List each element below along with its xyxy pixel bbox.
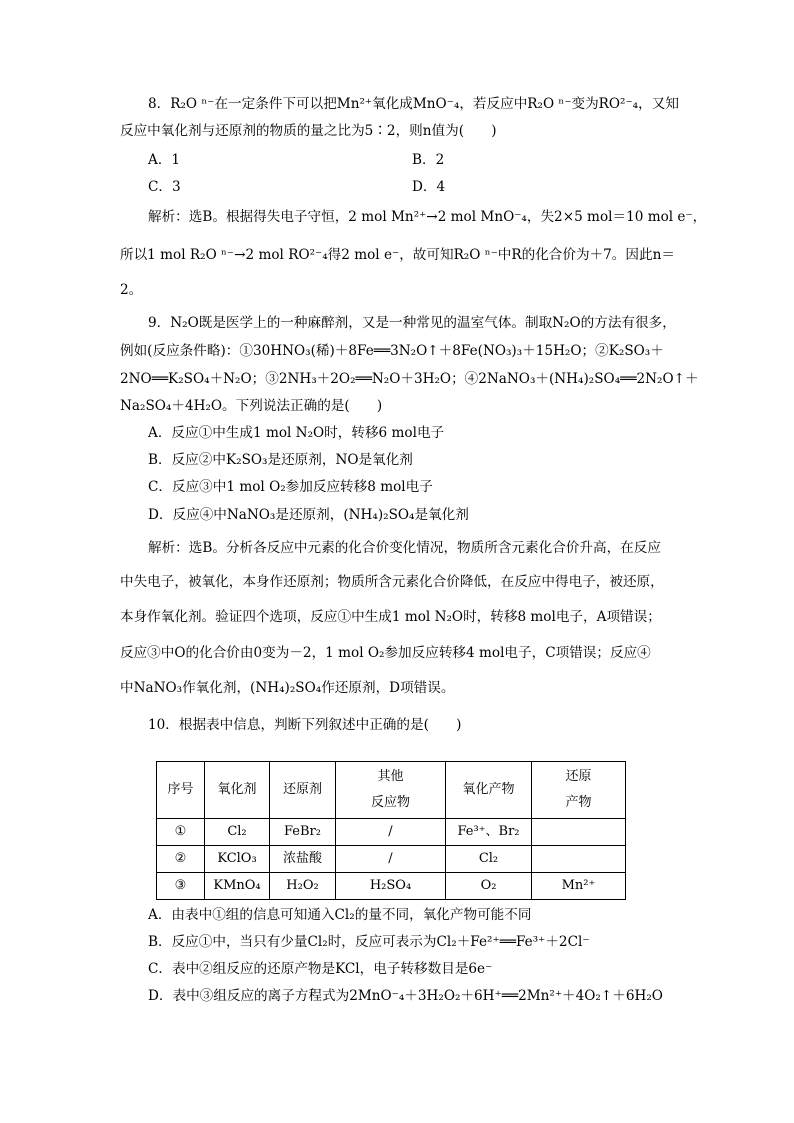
table-cell: KMnO₄ bbox=[205, 873, 270, 900]
table-cell: FeBr₂ bbox=[270, 819, 336, 846]
header-cell: 序号 bbox=[157, 762, 205, 819]
q9-stem-line3: 2NO══K₂SO₄＋N₂O；③2NH₃＋2O₂══N₂O＋3H₂O；④2NaNO₃＋(NH₄)₂SO₄══2N₂O↑＋ bbox=[120, 371, 699, 387]
q9-stem-line1: 9．N₂O既是医学上的一种麻醉剂，又是一种常见的温室气体。制取N₂O的方法有很多， bbox=[148, 315, 676, 331]
table-row bbox=[157, 819, 626, 846]
q9-option-b: B．反应②中K₂SO₃是还原剂，NO是氧化剂 bbox=[148, 452, 413, 468]
q9-analysis-line1: 解析：选B。分析各反应中元素的化合价变化情况，物质所含元素化合价升高，在反应 bbox=[148, 540, 661, 556]
q10-stem: 10．根据表中信息，判断下列叙述中正确的是( ) bbox=[148, 717, 462, 733]
table-header-row bbox=[157, 762, 626, 819]
header-cell: 还原剂 bbox=[270, 762, 336, 819]
header-cell: 氧化剂 bbox=[205, 762, 270, 819]
info-table bbox=[156, 761, 626, 900]
q10-option-c: C．表中②组反应的还原产物是KCl，电子转移数目是6e⁻ bbox=[148, 961, 493, 977]
q9-option-d: D．反应④中NaNO₃是还原剂，(NH₄)₂SO₄是氧化剂 bbox=[148, 507, 469, 523]
table-cell: O₂ bbox=[446, 873, 532, 900]
header-cell: 氧化产物 bbox=[446, 762, 532, 819]
header-line: 还原 bbox=[565, 769, 592, 784]
table-cell bbox=[532, 846, 626, 873]
q8-option-a: A．1 bbox=[148, 152, 181, 168]
table-cell: KClO₃ bbox=[205, 846, 270, 873]
header-line: 产物 bbox=[565, 795, 592, 810]
table-row bbox=[157, 846, 626, 873]
header-cell bbox=[336, 762, 446, 819]
table-cell: Mn²⁺ bbox=[532, 873, 626, 900]
table-cell: Cl₂ bbox=[446, 846, 532, 873]
table-cell: ③ bbox=[157, 873, 205, 900]
q8-option-c: C．3 bbox=[148, 179, 181, 195]
q9-option-a: A．反应①中生成1 mol N₂O时，转移6 mol电子 bbox=[148, 425, 445, 441]
table-cell: / bbox=[336, 846, 446, 873]
table-cell: Cl₂ bbox=[205, 819, 270, 846]
q8-analysis-line1: 解析：选B。根据得失电子守恒，2 mol Mn²⁺→2 mol MnO⁻₄，失2×5 mol＝10 mol e⁻， bbox=[148, 209, 707, 225]
table-cell: 浓盐酸 bbox=[270, 846, 336, 873]
q10-option-b: B．反应①中，当只有少量Cl₂时，反应可表示为Cl₂＋Fe²⁺══Fe³⁺＋2Cl⁻ bbox=[148, 934, 590, 950]
q9-option-c: C．反应③中1 mol O₂参加反应转移8 mol电子 bbox=[148, 479, 433, 495]
q8-analysis-line2: 所以1 mol R₂O ⁿ⁻→2 mol RO²⁻₄得2 mol e⁻，故可知R₂O ⁿ⁻中R的化合价为＋7。因此n＝ bbox=[120, 247, 675, 263]
q8-option-b: B．2 bbox=[412, 152, 445, 168]
q9-stem-line2: 例如(反应条件略)：①30HNO₃(稀)＋8Fe══3N₂O↑＋8Fe(NO₃)₃＋15H₂O；②K₂SO₃＋ bbox=[120, 343, 664, 359]
q8-stem-line2: 反应中氧化剂与还原剂的物质的量之比为5∶2，则n值为( ) bbox=[120, 123, 497, 139]
table-cell: H₂O₂ bbox=[270, 873, 336, 900]
q8-analysis-line3: 2。 bbox=[120, 282, 143, 298]
table-cell: H₂SO₄ bbox=[336, 873, 446, 900]
q9-analysis-line4: 反应③中O的化合价由0变为－2，1 mol O₂参加反应转移4 mol电子，C项错误；反应④ bbox=[120, 645, 651, 661]
q9-analysis-line5: 中NaNO₃作氧化剂，(NH₄)₂SO₄作还原剂，D项错误。 bbox=[120, 680, 455, 696]
table-row bbox=[157, 873, 626, 900]
q10-option-a: A．由表中①组的信息可知通入Cl₂的量不同，氧化产物可能不同 bbox=[148, 907, 532, 923]
header-cell bbox=[532, 762, 626, 819]
q9-stem-line4: Na₂SO₄＋4H₂O。下列说法正确的是( ) bbox=[120, 398, 383, 414]
q8-stem-line1: 8．R₂O ⁿ⁻在一定条件下可以把Mn²⁺氧化成MnO⁻₄，若反应中R₂O ⁿ⁻变为RO²⁻₄，又知 bbox=[148, 96, 679, 112]
q10-option-d: D．表中③组反应的离子方程式为2MnO⁻₄＋3H₂O₂＋6H⁺══2Mn²⁺＋4O₂↑＋6H₂O bbox=[148, 988, 663, 1004]
q9-analysis-line2: 中失电子，被氧化，本身作还原剂；物质所含元素化合价降低，在反应中得电子，被还原， bbox=[120, 574, 664, 590]
table-cell: ① bbox=[157, 819, 205, 846]
table-cell bbox=[532, 819, 626, 846]
table-cell: ② bbox=[157, 846, 205, 873]
table-cell: Fe³⁺、Br₂ bbox=[446, 819, 532, 846]
q9-analysis-line3: 本身作氧化剂。验证四个选项，反应①中生成1 mol N₂O时，转移8 mol电子，A项错误； bbox=[120, 609, 661, 625]
header-line: 其他 bbox=[377, 769, 404, 784]
header-line: 反应物 bbox=[370, 795, 410, 810]
table-cell: / bbox=[336, 819, 446, 846]
q8-option-d: D．4 bbox=[412, 179, 446, 195]
